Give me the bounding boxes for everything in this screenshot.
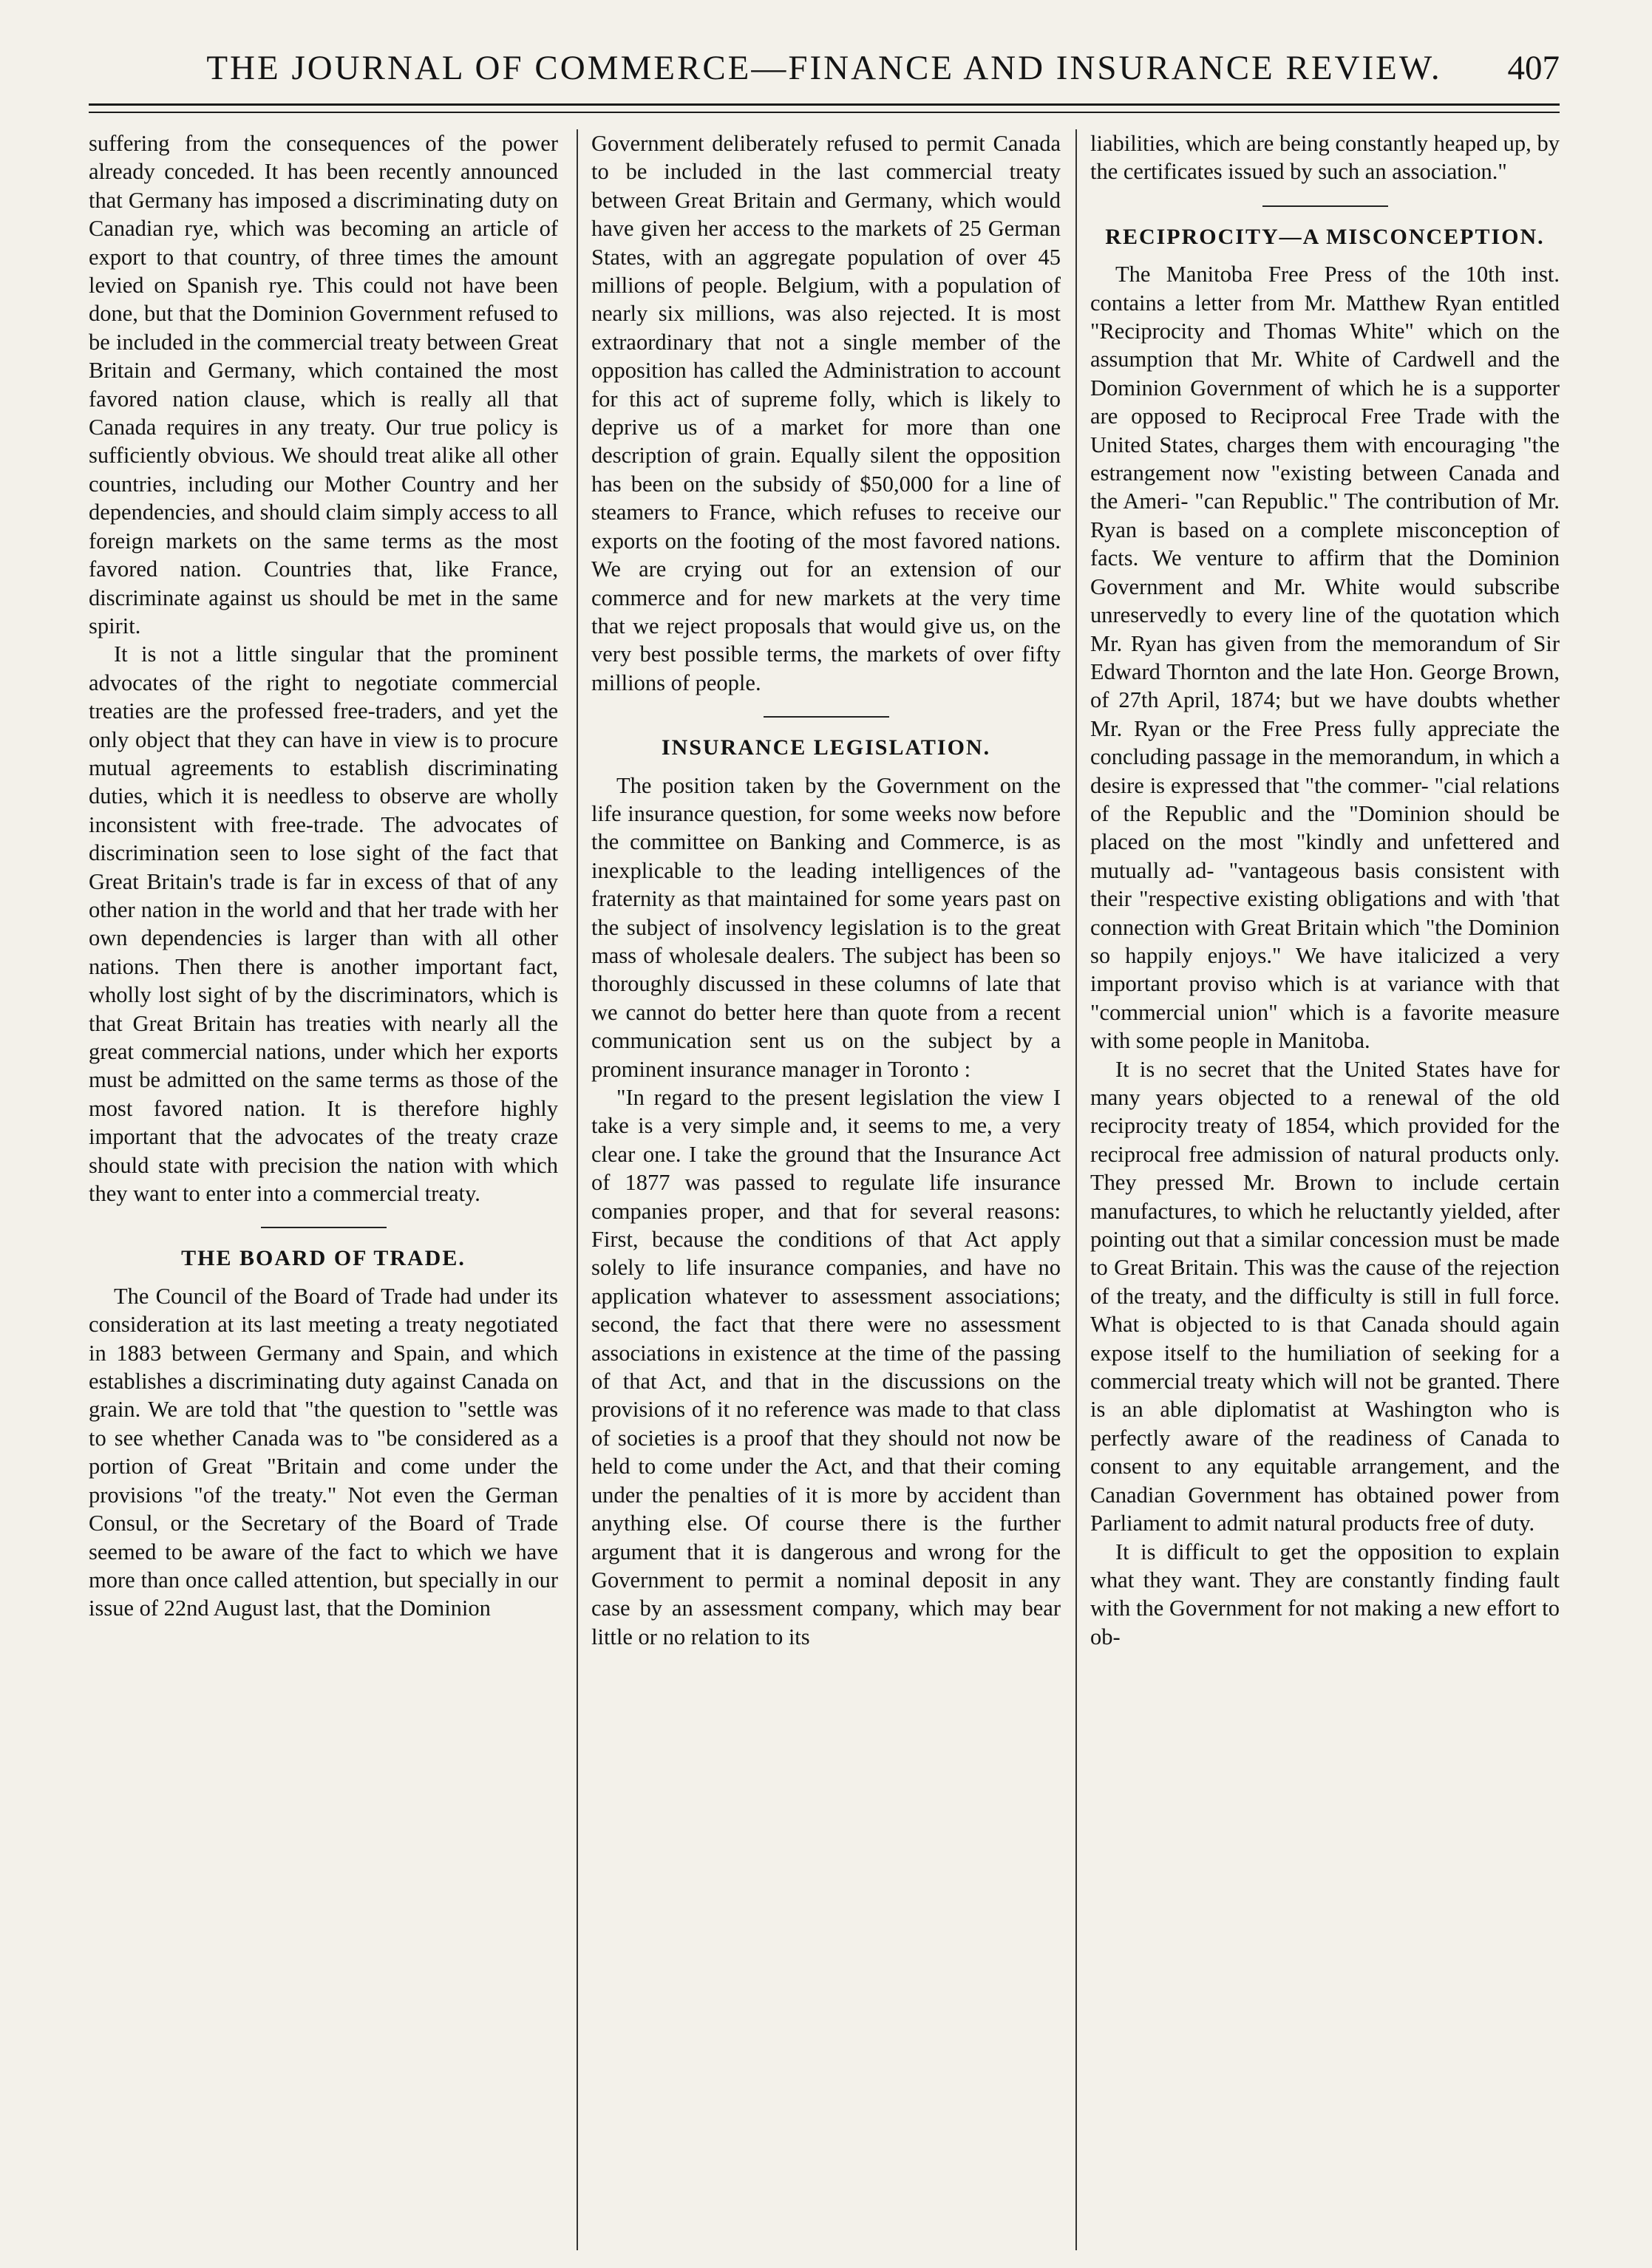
article-paragraph: The Council of the Board of Trade had under its consideration at its last meeting a treaty negotiated in 1883 between Germany and Spain, and which establishes a discriminating duty against Canada on grain. We are told that "the question to "settle was to see whether Canada was to "be considered as a portion of Great "Britain and come under the provisions "of the treaty." Not even the German Consul, or the Secretary of the Board of Trade seemed to be aware of the fact to which we have more than once called attention, but specially in our issue of 22nd August last, that the Dominion [89, 1283, 558, 1621]
header-rule-secondary [89, 112, 1560, 113]
page-header [89, 46, 1560, 105]
article-paragraph: The Manitoba Free Press of the 10th inst. contains a letter from Mr. Matthew Ryan entitled "Reciprocity and Thomas White" which on the assumption that Mr. White of Cardwell and the Dominion Government of which he is a supporter are opposed to Reciprocal Free Trade with the United States, charges them with encouraging "the estrangement now "existing between Canada and the Ameri- "can Republic." The contribution of Mr. Ryan is based on a complete misconception of facts. We venture to affirm that the Dominion Government and Mr. White would subscribe unreservedly to every line of the quotation which Mr. Ryan has given from the memorandum of Sir Edward Thornton and the late Hon. George Brown, of 27th April, 1874; but we have doubts whether Mr. Ryan or the Free Press fully appreciate the concluding passage in the memorandum, in which a desire is expressed that "the commer- "cial relations of the Republic and the "Dominion should be placed on the most "kindly and unfettered and mutually ad- "vantageous basis consistent with their "respective existing obligations and with 'that connection with Great Britain which "the Dominion so happily enjoys." We have italicized a very important proviso which is at variance with that "commercial union" which is a favorite measure with some people in Manitoba. [1090, 262, 1560, 1054]
column-rule [1075, 129, 1077, 2250]
column-2 [591, 129, 1061, 2250]
quoted-paragraph: "In regard to the present legislation the view I take is a very simple and, it seems to me, a very clear one. I take the ground that the Insurance Act of 1877 was passed to regulate life insurance companies proper, and that for several reasons: First, because the conditions of that Act apply solely to life insurance companies, and have no application whatever to assessment associations; second, the fact that there were no assessment associations in existence at the time of the passing of that Act, and that in the discussions on the provisions of it no reference was made to that class of societies is a proof that they should not now be held to come under the Act, and that their coming under the penalties of it is more by accident than anything else. Of course there is the further argument that it is dangerous and wrong for the Government to permit a nominal deposit in any case by an assessment company, which may bear little or no relation to its [591, 1085, 1061, 1649]
header-rule [89, 103, 1560, 106]
article-paragraph: It is not a little singular that the prominent advocates of the right to negotiate commercial treaties are the professed free-traders, and yet the only object that they can have in view is to procure mutual agreements to establish discriminating duties, which it is needless to observe are wholly inconsistent with free-trade. The advocates of discrimination seen to lose sight of the fact that Great Britain's trade is far in excess of that of any other nation in the world and that her trade with her own dependencies is larger than with all other nations. Then there is another important fact, wholly lost sight of by the discriminators, which is that Great Britain has treaties with nearly all the great commercial nations, under which her exports must be admitted on the same terms as those of the most favored nation. It is therefore highly important that the advocates of the treaty craze should state with precision the nation with which they want to enter into a commercial treaty. [89, 641, 558, 1207]
article-paragraph: It is difficult to get the opposition to explain what they want. They are constantly finding fault with the Government for not making a new effort to ob- [1090, 1539, 1560, 1649]
column-3 [1090, 129, 1560, 2250]
article-continuation-paragraph: liabilities, which are being constantly heaped up, by the certificates issued by such an association." [1090, 131, 1560, 185]
article-paragraph: It is no secret that the United States have for many years objected to a renewal of the old reciprocity treaty of 1854, which provided for the reciprocal free admission of natural products only. They pressed Mr. Brown to include certain manufactures, to which he reluctantly yielded, after pointing out that a similar concession must be made to Great Britain. This was the cause of the rejection of the treaty, and the difficulty is still in full force. What is objected to is that Canada should again expose itself to the humiliation of seeking for a commercial treaty which will not be granted. There is an able diplomatist at Washington who is perfectly aware of the readiness of Canada to consent to any equitable arrangement, and the Canadian Government has obtained power from Parliament to admit natural products free of duty. [1090, 1056, 1560, 1536]
column-rule [577, 129, 578, 2250]
article-continuation-paragraph: suffering from the consequences of the power already conceded. It has been recently announced that Germany has imposed a discriminating duty on Canadian rye, which was becoming an article of export to that country, of three times the amount levied on Spanish rye. This could not have been done, but that the Dominion Government refused to be included in the commercial treaty between Great Britain and Germany, which contained the most favored nation clause, which is really all that Canada requires in any treaty. Our true policy is sufficiently obvious. We should treat alike all other countries, including our Mother Country and her dependencies, and should claim simply access to all foreign markets on the same terms as the most favored nation. Countries that, like France, discriminate against us should be met in the same spirit. [89, 131, 558, 638]
section-title-insurance-legislation: INSURANCE LEGISLATION. [661, 735, 991, 760]
section-title-board-of-trade: THE BOARD OF TRADE. [181, 1246, 466, 1271]
page-number: 407 [1507, 49, 1560, 87]
article-continuation-paragraph: Government deliberately refused to permit Canada to be included in the last commercial treaty between Great Britain and Germany, which would have given her access to the markets of 25 German States, with an aggregate population of over 45 millions of people. Belgium, with a population of nearly six millions, was also rejected. It is most extraordinary that not a single member of the opposition has called the Administration to account for this act of supreme folly, which is likely to deprive us of a market for more than one description of grain. Equally silent the opposition has been on the subsidy of $50,000 for a line of steamers to France, which refuses to receive our exports on the footing of the most favored nations. We are crying out for an extension of our commerce and for new markets at the very time that we reject proposals that would give us, on the very best possible terms, the markets of over fifty millions of people. [591, 131, 1061, 695]
article-paragraph: The position taken by the Government on the life insurance question, for some weeks now before the committee on Banking and Commerce, is as inexplicable to the leading intelligences of the fraternity as that maintained for some years past on the subject of insolvency legislation is to the great mass of wholesale dealers. The subject has been so thoroughly discussed in these columns of late that we cannot do better here than quote from a recent communication sent us on the subject by a prominent insurance manager in Toronto : [591, 772, 1061, 1082]
column-1 [89, 129, 558, 2250]
running-head: THE JOURNAL OF COMMERCE—FINANCE AND INSURANCE REVIEW. [206, 49, 1442, 87]
section-title-reciprocity: RECIPROCITY—A MISCONCEPTION. [1105, 224, 1545, 249]
